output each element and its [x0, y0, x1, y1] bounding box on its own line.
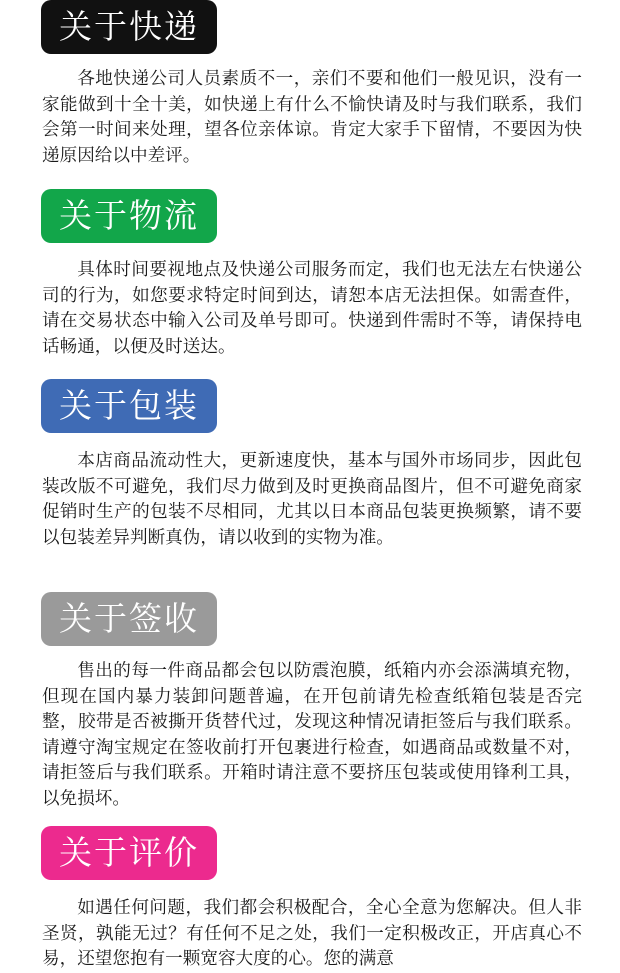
section-paragraph: 各地快递公司人员素质不一，亲们不要和他们一般见识，没有一家能做到十全十美，如快递上有什么不愉快请及时与我们联系，我们会第一时间来处理，望各位亲体谅。肯定大家手下留情，不要因为快递原因给以中差评。 — [42, 69, 582, 166]
section-paragraph: 如遇任何问题，我们都会积极配合，全心全意为您解决。但人非圣贤，孰能无过？有任何不足之处，我们一定积极改正，开店真心不易，还望您抱有一颗宽容大度的心。您的满意 — [42, 898, 582, 969]
section-paragraph: 售出的每一件商品都会包以防震泡膜，纸箱内亦会添满填充物，但现在国内暴力装卸问题普遍，在开包前请先检查纸箱包装是否完整，胶带是否被撕开货替代过，发现这种情况请拒签后与我们联系。请遵守淘宝规定在签收前打开包裹进行检查，如遇商品或数量不对，请拒签后与我们联系。开箱时请注意不要挤压包装或使用锋利工具，以免损坏。 — [42, 661, 582, 809]
section-title-badge: 关于包装 — [41, 379, 217, 433]
section-paragraph: 本店商品流动性大，更新速度快，基本与国外市场同步，因此包装改版不可避免，我们尽力做到及时更换商品图片，但不可避免商家促销时生产的包装不尽相同，尤其以日本商品包装更换频繁，请不要以包装差异判断真伪，请以收到的实物为准。 — [42, 451, 582, 548]
section-title-badge: 关于快递 — [41, 0, 217, 54]
section-title-badge: 关于评价 — [41, 826, 217, 880]
section-title-badge: 关于物流 — [41, 189, 217, 243]
section-title-badge: 关于签收 — [41, 592, 217, 646]
section-paragraph: 具体时间要视地点及快递公司服务而定，我们也无法左右快递公司的行为，如您要求特定时间到达，请恕本店无法担保。如需查件，请在交易状态中输入公司及单号即可。快递到件需时不等，请保持电话畅通，以便及时送达。 — [42, 260, 582, 357]
